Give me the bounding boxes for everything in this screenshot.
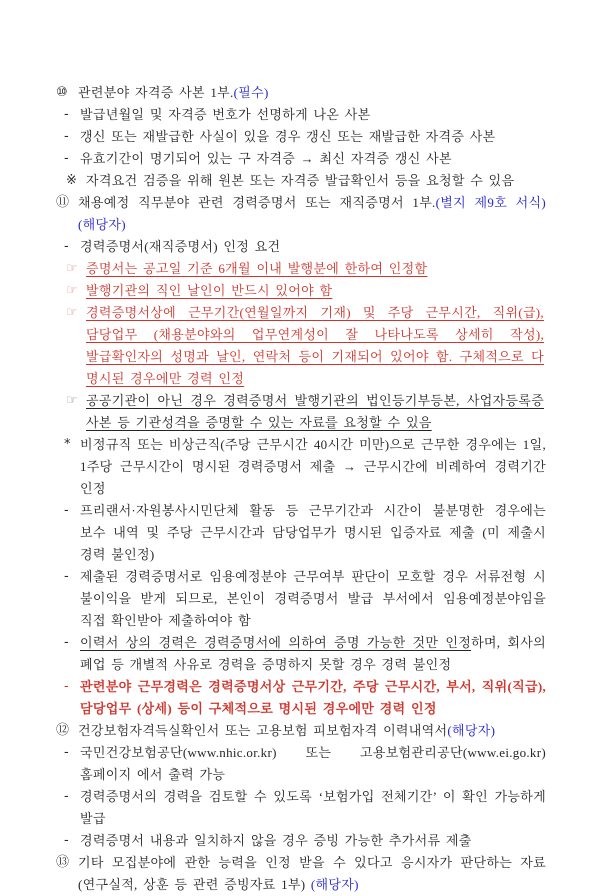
list-marker: - [64,569,69,584]
text-segment: 발행기관의 직인 날인이 반드시 있어야 함 [86,283,333,298]
list-marker: ⑪ [56,195,70,210]
list-marker: - [64,635,69,650]
list-marker: - [64,151,69,166]
list-marker: - [64,239,69,254]
document-content [0,82,600,896]
text-segment: 국민건강보험공단(www.nhic.or.kr) 또는 고용보험관리공단(www.ei.go.kr) 홈페이지 에서 출력 가능 [80,745,546,782]
paragraph [0,236,600,258]
list-marker: - [64,107,69,122]
list-marker: - [64,745,69,760]
paragraph [0,786,600,830]
text-segment: 이력서 상의 경력은 경력증명서에 의하여 증명 가능한 것만 인정 [80,635,472,650]
paragraph [0,720,600,742]
list-marker: ⑫ [56,723,70,738]
list-marker: ☞ [66,283,78,298]
list-marker: - [64,789,69,804]
paragraph [0,742,600,786]
list-marker: ☞ [66,393,78,408]
text-segment: 관련분야 자격증 사본 1부. [78,85,234,100]
text-segment: 하며, 회사의 폐업 등 개별적 사유로 경력을 증명하지 못할 경우 경력 불인정 [80,635,546,672]
text-segment: 경력증명서상에 근무기간(연월일까지 기재) 및 주당 근무시간, 직위(급), 담당업무 (채용분야와의 업무연계성이 잘 나타나도록 상세히 작성), 발급확인자의 성명과 날인, 연락처 등이 기재되어 있어야 함. 구체적으로 다 명시된 경우에만 경력 인정 [86,305,544,386]
text-segment: 공공기관이 아닌 경우 경력증명서 발행기관의 법인등기부등본, 사업자등록증 사본 등 기관성격을 증명할 수 있는 자료를 요청할 수 있음 [86,393,544,430]
paragraph [0,830,600,852]
text-segment: 제출된 경력증명서로 임용예정분야 근무여부 판단이 모호할 경우 서류전형 시 불이익을 받게 되므로, 본인이 경력증명서 발급 부서에서 임용예정분야임을 직접 확인받아 제출하여야 함 [80,569,546,628]
paragraph [0,390,600,434]
list-marker: ☞ [66,305,78,320]
text-segment: 비정규직 또는 비상근직(주당 근무시간 40시간 미만)으로 근무한 경우에는 1일, 1주당 근무시간이 명시된 경력증명서 제출 → 근무시간에 비례하여 경력기간 인정 [80,437,546,496]
paragraph [0,258,600,280]
list-marker: * [64,437,71,452]
list-marker: - [64,503,69,518]
paragraph [0,434,600,500]
list-marker: - [64,833,69,848]
list-marker: ⑩ [56,85,68,100]
text-segment: 유효기간이 명기되어 있는 구 자격증 → 최신 자격증 갱신 사본 [80,151,452,166]
text-segment: 갱신 또는 재발급한 사실이 있을 경우 갱신 또는 재발급한 자격증 사본 [80,129,496,144]
paragraph [0,280,600,302]
text-segment: (해당자) [447,723,496,738]
text-segment: 증명서는 공고일 기준 6개월 이내 발행분에 한하여 인정함 [86,261,428,276]
text-segment: (별지 제9호 서식)(해당자) [78,195,546,232]
paragraph [0,500,600,566]
paragraph [0,148,600,170]
paragraph [0,566,600,632]
text-segment: (필수) [233,85,269,100]
paragraph [0,104,600,126]
text-segment: 발급년월일 및 자격증 번호가 선명하게 나온 사본 [80,107,371,122]
text-segment: 채용예정 직무분야 관련 경력증명서 또는 재직증명서 1부. [78,195,436,210]
paragraph [0,302,600,390]
paragraph [0,852,600,896]
text-segment: 경력증명서(재직증명서) 인정 요건 [80,239,281,254]
text-segment: 경력증명서 내용과 일치하지 않을 경우 증빙 가능한 추가서류 제출 [80,833,472,848]
paragraph [0,126,600,148]
list-marker: ☞ [66,261,78,276]
text-segment: 기타 모집분야에 관한 능력을 인정 받을 수 있다고 응시자가 판단하는 자료 (연구실적, 상훈 등 관련 증빙자료 1부) [78,855,546,892]
list-marker: ※ [66,173,78,188]
list-marker: ⑬ [56,855,70,870]
paragraph [0,632,600,676]
list-marker: - [64,679,69,694]
list-marker: - [64,129,69,144]
text-segment: (해당자) [310,877,359,892]
paragraph [0,170,600,192]
text-segment: 자격요건 검증을 위해 원본 또는 자격증 발급확인서 등을 요청할 수 있음 [86,173,515,188]
paragraph [0,192,600,236]
paragraph [0,82,600,104]
text-segment: 건강보험자격득실확인서 또는 고용보험 피보험자격 이력내역서 [78,723,448,738]
text-segment: 프리랜서·자원봉사시민단체 활동 등 근무기간과 시간이 불분명한 경우에는 보수 내역 및 주당 근무시간과 담당업무가 명시된 입증자료 제출 (미 제출시 경력 불인정) [80,503,546,562]
text-segment: 관련분야 근무경력은 경력증명서상 근무기간, 주당 근무시간, 부서, 직위(직급), 담당업무 (상세) 등이 구체적으로 명시된 경우에만 경력 인정 [80,679,546,716]
paragraph [0,676,600,720]
text-segment: 경력증명서의 경력을 검토할 수 있도록 ‘보험가입 전체기간’ 이 확인 가능하게 발급 [80,789,546,826]
